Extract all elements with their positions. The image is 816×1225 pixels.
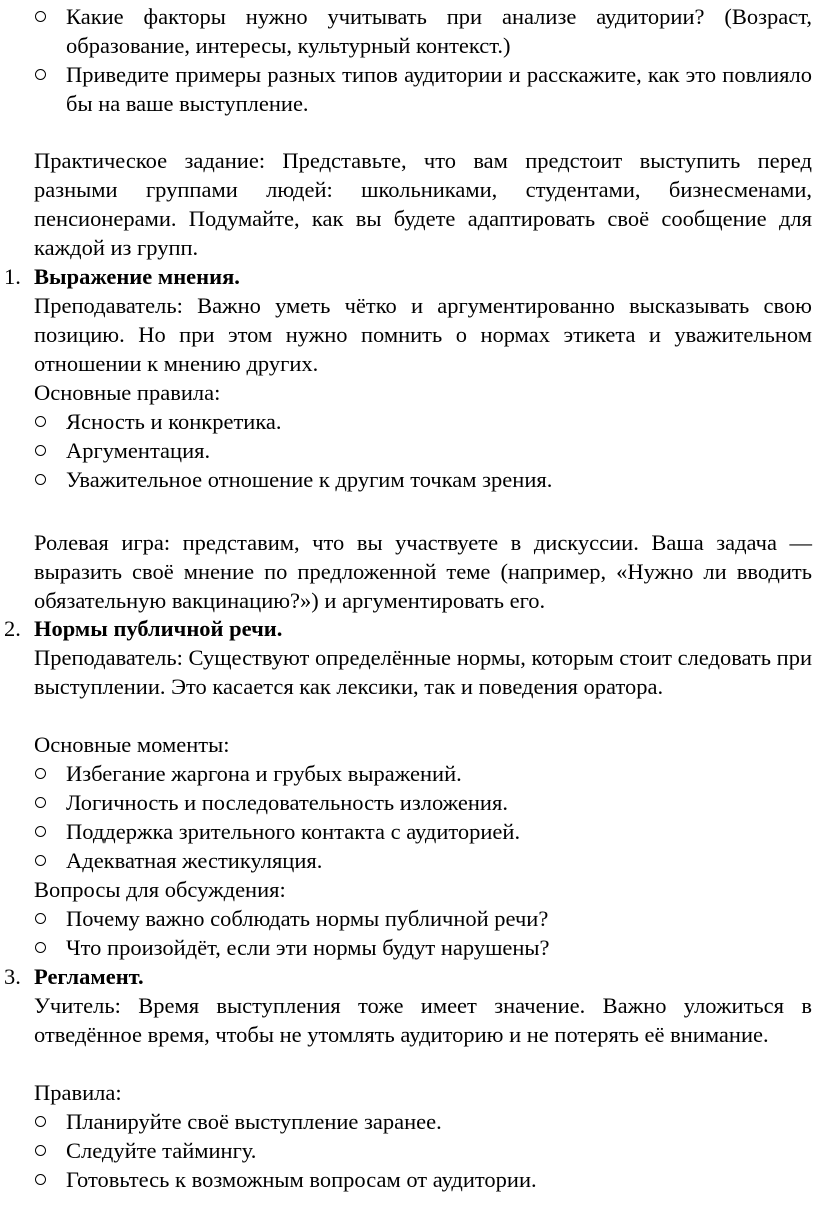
- list-item-text: Ясность и конкретика.: [66, 409, 282, 434]
- list-item-text: Уважительное отношение к другим точкам зрения.: [66, 467, 553, 492]
- list-item-text: Избегание жаргона и грубых выражений.: [66, 761, 462, 786]
- circle-bullet-icon: [34, 904, 50, 933]
- list-item-text: Что произойдёт, если эти нормы будут нарушены?: [66, 935, 550, 960]
- circle-bullet-icon: [34, 407, 50, 436]
- list-item-text: Поддержка зрительного контакта с аудиторией.: [66, 819, 521, 844]
- list-item-text: Адекватная жестикуляция.: [66, 848, 323, 873]
- circle-bullet-icon: [34, 817, 50, 846]
- section-number: 3.: [4, 964, 21, 989]
- teacher-paragraph: Преподаватель: Существуют определённые нормы, которым стоит следовать при выступлении. Это касается как лексики, так и поведения оратора.: [34, 645, 812, 699]
- rules-label: Основные правила:: [34, 380, 221, 405]
- list-item: [34, 465, 812, 494]
- circle-bullet-icon: [34, 933, 50, 962]
- list-item: [34, 1165, 812, 1194]
- section-number: 1.: [4, 264, 21, 289]
- practical-task-paragraph: Практическое задание: Представьте, что вам предстоит выступить перед разными группами людей: школьниками, студентами, бизнесменами, пенсионерами. Подумайте, как вы будете адаптировать своё сообщение для каждой из групп.: [34, 148, 812, 260]
- list-item: [34, 904, 812, 933]
- list-item: [34, 933, 812, 962]
- circle-bullet-icon: [34, 759, 50, 788]
- section-title: Выражение мнения.: [34, 264, 240, 289]
- circle-bullet-icon: [34, 788, 50, 817]
- teacher-paragraph: Преподаватель: Важно уметь чётко и аргументированно высказывать свою позицию. Но при этом нужно помнить о нормах этикета и уважительном отношении к мнению других.: [34, 293, 812, 376]
- circle-bullet-icon: [34, 1165, 50, 1194]
- list-item: [34, 407, 812, 436]
- list-item-text: Планируйте своё выступление заранее.: [66, 1109, 442, 1134]
- circle-bullet-icon: [34, 1136, 50, 1165]
- list-item: [34, 759, 812, 788]
- circle-bullet-icon: [34, 1107, 50, 1136]
- questions-label: Вопросы для обсуждения:: [34, 877, 286, 902]
- points-label: Основные моменты:: [34, 732, 230, 757]
- circle-bullet-icon: [34, 465, 50, 494]
- list-item-text: Какие факторы нужно учитывать при анализе аудитории? (Возраст, образование, интересы, культурный контекст.): [66, 4, 812, 58]
- list-item: [34, 817, 812, 846]
- list-item-text: Готовьтесь к возможным вопросам от аудитории.: [66, 1167, 537, 1192]
- section-title: Регламент.: [34, 964, 144, 989]
- list-item-text: Почему важно соблюдать нормы публичной речи?: [66, 906, 549, 931]
- teacher-paragraph: Учитель: Время выступления тоже имеет значение. Важно уложиться в отведённое время, чтобы не утомлять аудиторию и не потерять её внимание.: [34, 993, 812, 1047]
- list-item: [34, 1136, 812, 1165]
- list-item: [34, 846, 812, 875]
- rules-label: Правила:: [34, 1080, 122, 1105]
- circle-bullet-icon: [34, 2, 50, 31]
- circle-bullet-icon: [34, 436, 50, 465]
- section-number: 2.: [4, 616, 21, 641]
- list-item: [34, 436, 812, 465]
- list-item: [34, 788, 812, 817]
- list-item-text: Логичность и последовательность изложения.: [66, 790, 508, 815]
- circle-bullet-icon: [34, 60, 50, 89]
- list-item: [34, 1107, 812, 1136]
- list-item: [34, 60, 812, 118]
- list-item: [34, 2, 812, 60]
- list-item-text: Следуйте таймингу.: [66, 1138, 257, 1163]
- list-item-text: Аргументация.: [66, 438, 211, 463]
- list-item-text: Приведите примеры разных типов аудитории и расскажите, как это повлияло бы на ваше выступление.: [66, 62, 812, 116]
- role-play-paragraph: Ролевая игра: представим, что вы участвуете в дискуссии. Ваша задача — выразить своё мнение по предложенной теме (например, «Нужно ли вводить обязательную вакцинацию?») и аргументировать его.: [34, 530, 812, 613]
- circle-bullet-icon: [34, 846, 50, 875]
- section-title: Нормы публичной речи.: [34, 616, 283, 641]
